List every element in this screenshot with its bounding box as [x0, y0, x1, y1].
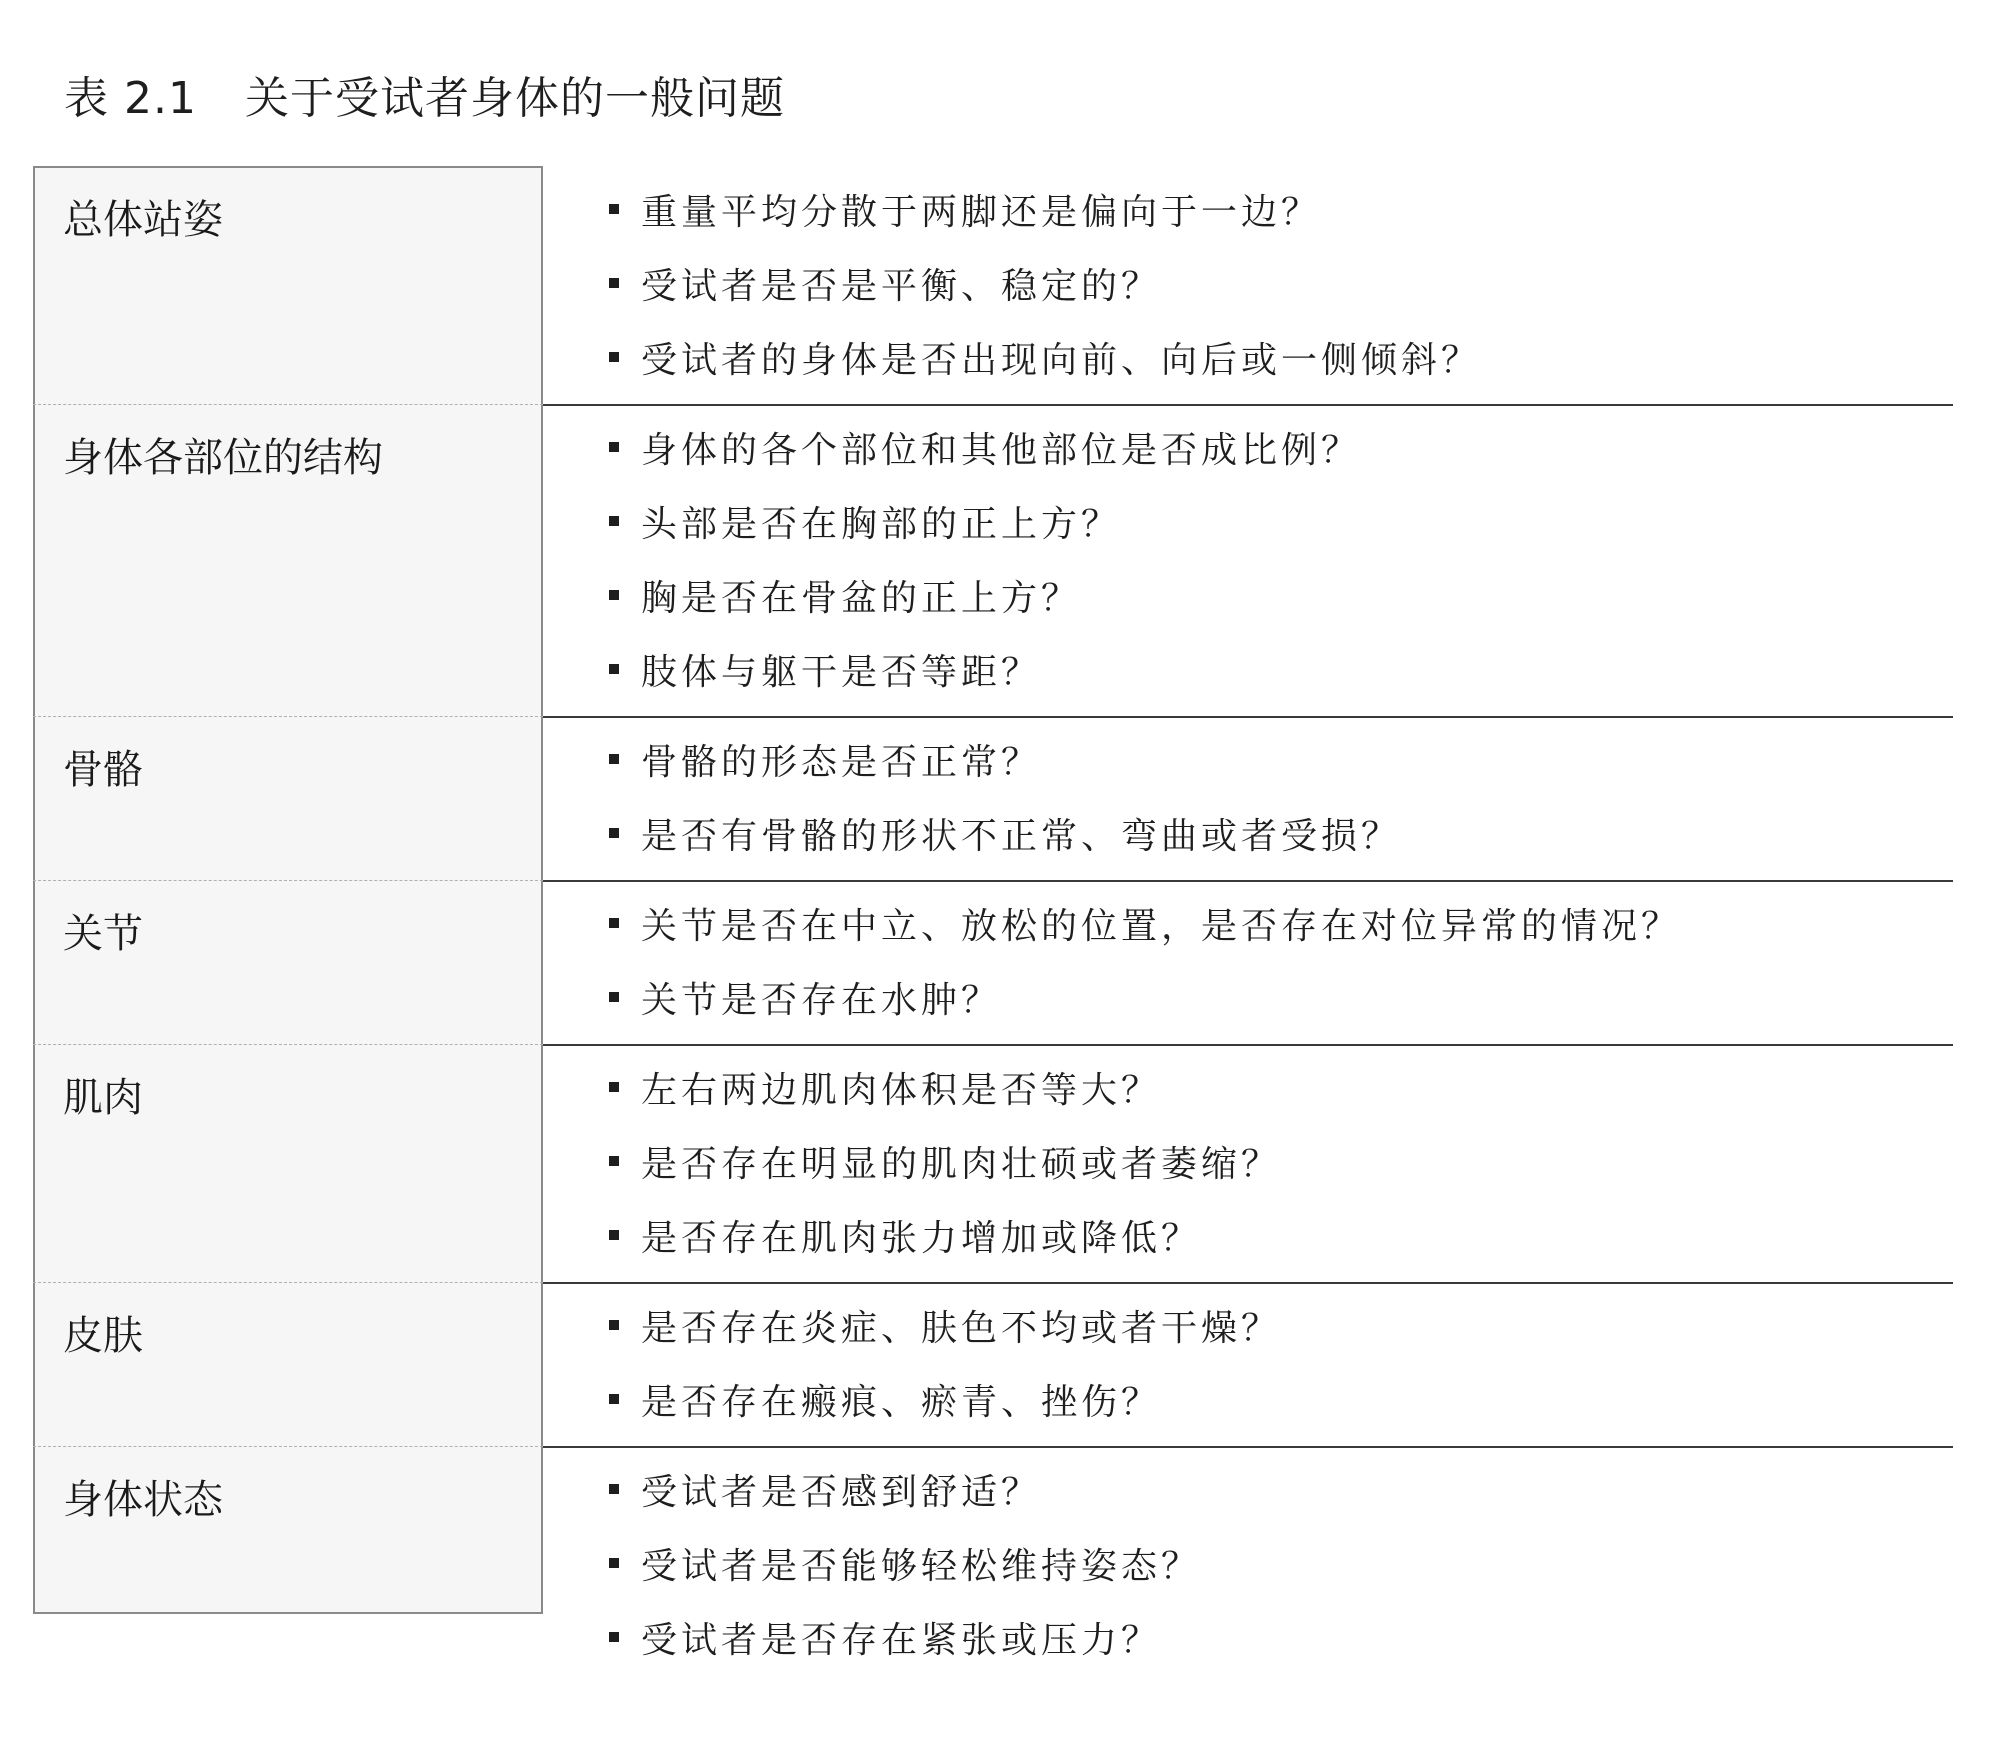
question-item: [609, 632, 1041, 706]
question-item: [609, 722, 1041, 796]
question-text: 受试者是否感到舒适？: [641, 1471, 1042, 1513]
square-bullet-icon: [609, 1156, 619, 1166]
question-item: [609, 172, 1321, 246]
question-text: 关节是否存在水肿？: [641, 979, 1002, 1021]
question-text: 受试者是否存在紧张或压力？: [641, 1619, 1162, 1661]
question-item: [609, 410, 1361, 484]
question-text: 重量平均分散于两脚还是偏向于一边？: [641, 191, 1322, 233]
question-item: [609, 960, 1001, 1034]
row-divider: [543, 404, 1953, 406]
square-bullet-icon: [609, 1320, 619, 1330]
question-text: 头部是否在胸部的正上方？: [641, 503, 1122, 545]
category-divider: [33, 716, 543, 717]
square-bullet-icon: [609, 442, 619, 452]
row-divider: [543, 1282, 1953, 1284]
question-item: [609, 1452, 1041, 1526]
body-questions-table: [33, 166, 1953, 1661]
square-bullet-icon: [609, 1632, 619, 1642]
category-divider: [33, 880, 543, 881]
square-bullet-icon: [609, 992, 619, 1002]
question-text: 是否存在肌肉张力增加或降低？: [641, 1217, 1202, 1259]
category-label: 肌肉: [63, 1075, 143, 1121]
row-divider: [543, 1044, 1953, 1046]
square-bullet-icon: [609, 1230, 619, 1240]
row-divider: [543, 716, 1953, 718]
category-divider: [33, 404, 543, 405]
square-bullet-icon: [609, 664, 619, 674]
square-bullet-icon: [609, 516, 619, 526]
question-text: 是否存在明显的肌肉壮硕或者萎缩？: [641, 1143, 1282, 1185]
square-bullet-icon: [609, 590, 619, 600]
row-divider: [543, 880, 1953, 882]
question-item: [609, 1526, 1201, 1600]
question-item: [609, 886, 1681, 960]
category-label: 骨骼: [63, 747, 143, 793]
question-item: [609, 796, 1401, 870]
category-label: 皮肤: [63, 1313, 143, 1359]
question-text: 是否有骨骼的形状不正常、弯曲或者受损？: [641, 815, 1402, 857]
square-bullet-icon: [609, 754, 619, 764]
question-item: [609, 1198, 1201, 1272]
square-bullet-icon: [609, 828, 619, 838]
square-bullet-icon: [609, 1558, 619, 1568]
question-text: 身体的各个部位和其他部位是否成比例？: [641, 429, 1362, 471]
question-item: [609, 484, 1121, 558]
question-text: 骨骼的形态是否正常？: [641, 741, 1042, 783]
category-label: 总体站姿: [63, 197, 223, 243]
category-divider: [33, 1446, 543, 1447]
square-bullet-icon: [609, 1394, 619, 1404]
table-title: 关于受试者身体的一般问题: [244, 73, 785, 124]
question-text: 关节是否在中立、放松的位置，是否存在对位异常的情况？: [641, 905, 1682, 947]
square-bullet-icon: [609, 1082, 619, 1092]
table-number: 表 2.1: [64, 73, 197, 124]
category-divider: [33, 1044, 543, 1045]
question-text: 受试者是否是平衡、稳定的？: [641, 265, 1162, 307]
question-text: 胸是否在骨盆的正上方？: [641, 577, 1082, 619]
question-text: 受试者的身体是否出现向前、向后或一侧倾斜？: [641, 339, 1482, 381]
square-bullet-icon: [609, 352, 619, 362]
question-text: 肢体与躯干是否等距？: [641, 651, 1042, 693]
row-divider: [543, 1446, 1953, 1448]
category-column: [33, 166, 543, 1614]
question-text: 受试者是否能够轻松维持姿态？: [641, 1545, 1202, 1587]
table-caption: [64, 62, 785, 126]
question-text: 左右两边肌肉体积是否等大？: [641, 1069, 1162, 1111]
question-text: 是否存在炎症、肤色不均或者干燥？: [641, 1307, 1282, 1349]
question-item: [609, 1124, 1281, 1198]
square-bullet-icon: [609, 278, 619, 288]
category-label: 身体各部位的结构: [63, 435, 383, 481]
question-item: [609, 1362, 1161, 1436]
question-item: [609, 1050, 1161, 1124]
question-item: [609, 1288, 1281, 1362]
square-bullet-icon: [609, 1484, 619, 1494]
square-bullet-icon: [609, 918, 619, 928]
question-text: 是否存在瘢痕、瘀青、挫伤？: [641, 1381, 1162, 1423]
category-label: 身体状态: [63, 1477, 223, 1523]
question-item: [609, 246, 1161, 320]
category-divider: [33, 1282, 543, 1283]
category-label: 关节: [63, 911, 143, 957]
question-item: [609, 320, 1481, 394]
square-bullet-icon: [609, 204, 619, 214]
question-item: [609, 1600, 1161, 1674]
question-item: [609, 558, 1081, 632]
